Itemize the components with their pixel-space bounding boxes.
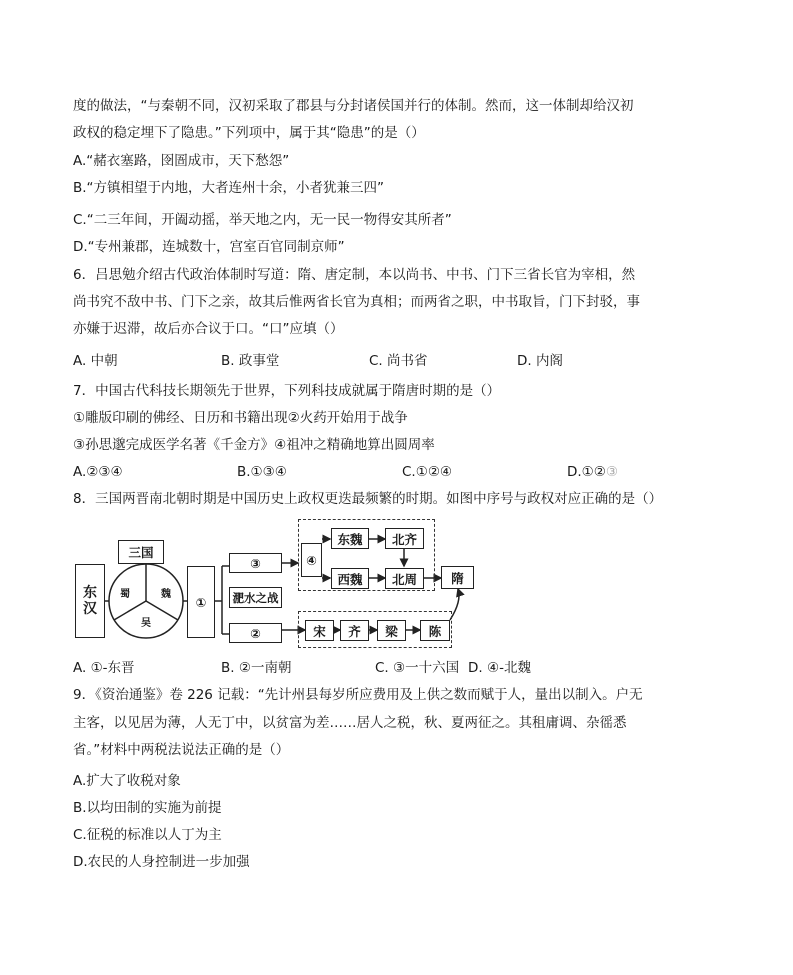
q6-option-a: A. 中朝 bbox=[73, 353, 118, 369]
q9-option-a: A.扩大了收税对象 bbox=[73, 773, 181, 789]
node-dongwei: 东魏 bbox=[331, 528, 369, 549]
label-wei: 魏 bbox=[161, 589, 171, 600]
q6-stem-1: 6．吕思勉介绍古代政治体制时写道：隋、唐定制，本以尚书、中书、门下三省长官为宰相，然 bbox=[73, 267, 636, 283]
q6-stem-3: 亦嫌于迟滞，故后亦合议于口。“口”应填（） bbox=[73, 321, 344, 337]
q7-option-a: A.②③④ bbox=[73, 464, 123, 480]
text-line: 政权的稳定埋下了隐患。”下列项中，属于其“隐患”的是（） bbox=[73, 125, 425, 141]
q6-option-c: C. 尚书省 bbox=[369, 353, 428, 369]
q7-option-c: C.①②④ bbox=[402, 464, 453, 480]
label-sanguo: 三国 bbox=[118, 540, 164, 564]
node-sui: 隋 bbox=[441, 566, 474, 589]
q7-item-1: ①雕版印刷的佛经、日历和书籍出现②火药开始用于战争 bbox=[73, 410, 408, 426]
q7-stem: 7．中国古代科技长期领先于世界，下列科技成就属于隋唐时期的是（） bbox=[73, 383, 501, 399]
node-chen: 陈 bbox=[420, 620, 450, 641]
q6-option-b: B. 政事堂 bbox=[221, 353, 280, 369]
node-xiwei: 西魏 bbox=[331, 568, 369, 589]
q6-stem-2: 尚书究不敌中书、门下之亲，故其后惟两省长官为真相；而两省之职，中书取旨，门下封驳，事 bbox=[73, 294, 640, 310]
q7-option-d: D.①②③ bbox=[567, 464, 619, 480]
q7-item-2: ③孙思邈完成医学名著《千金方》④祖冲之精确地算出圆周率 bbox=[73, 437, 435, 453]
q8-option-d: D. ④-北魏 bbox=[468, 660, 531, 676]
dynasty-flow-diagram bbox=[72, 516, 482, 651]
q5-option-a: A.“赭衣塞路，囹圄成市，天下愁怨” bbox=[73, 153, 290, 169]
q9-stem-3: 省。”材料中两税法说法正确的是（） bbox=[73, 742, 290, 758]
q8-option-a: A. ①-东晋 bbox=[73, 660, 135, 676]
node-beizhou: 北周 bbox=[385, 568, 424, 589]
node-qi: 齐 bbox=[340, 620, 369, 641]
q9-stem-1: 9．《资治通鉴》卷 226 记载：“先计州县每岁所应费用及上供之数而赋于人，量出以制入。户无 bbox=[73, 687, 643, 703]
q5-option-d: D.“专州兼郡，连城数十，宫室百官同制京师” bbox=[73, 239, 345, 255]
q9-option-c: C.征税的标准以人丁为主 bbox=[73, 827, 222, 843]
node-2: ② bbox=[229, 623, 282, 643]
q5-option-b: B.“方镇相望于内地，大者连州十余，小者犹兼三四” bbox=[73, 180, 385, 196]
q6-option-d: D. 内阁 bbox=[517, 353, 563, 369]
node-3: ③ bbox=[229, 553, 282, 573]
node-4: ④ bbox=[301, 543, 322, 577]
node-1: ① bbox=[187, 566, 215, 638]
q8-stem: 8．三国两晋南北朝时期是中国历史上政权更迭最频繁的时期。如图中序号与政权对应正确的是（） bbox=[73, 491, 663, 507]
node-beiqi: 北齐 bbox=[385, 528, 424, 549]
node-liang: 梁 bbox=[377, 620, 406, 641]
text-line: 度的做法，“与秦朝不同，汉初采取了郡县与分封诸侯国并行的体制。然而，这一体制却给汉初 bbox=[73, 98, 634, 114]
node-feishui-battle: 淝水之战 bbox=[229, 587, 282, 608]
q8-option-c: C. ③一十六国 bbox=[375, 660, 460, 676]
node-song: 宋 bbox=[305, 620, 334, 641]
q9-option-b: B.以均田制的实施为前提 bbox=[73, 800, 222, 816]
q9-option-d: D.农民的人身控制进一步加强 bbox=[73, 854, 250, 870]
node-donghan: 东 汉 bbox=[75, 564, 105, 638]
label-wu: 吴 bbox=[141, 618, 151, 629]
q5-option-c: C.“二三年间，开阖动摇，举天地之内，无一民一物得安其所者” bbox=[73, 212, 452, 228]
q8-option-b: B. ②一南朝 bbox=[221, 660, 292, 676]
label-shu: 蜀 bbox=[120, 589, 130, 600]
q7-option-b: B.①③④ bbox=[237, 464, 287, 480]
q9-stem-2: 主客，以见居为薄，人无丁中，以贫富为差……居人之税，秋、夏两征之。其租庸调、杂徭悉 bbox=[73, 715, 627, 731]
